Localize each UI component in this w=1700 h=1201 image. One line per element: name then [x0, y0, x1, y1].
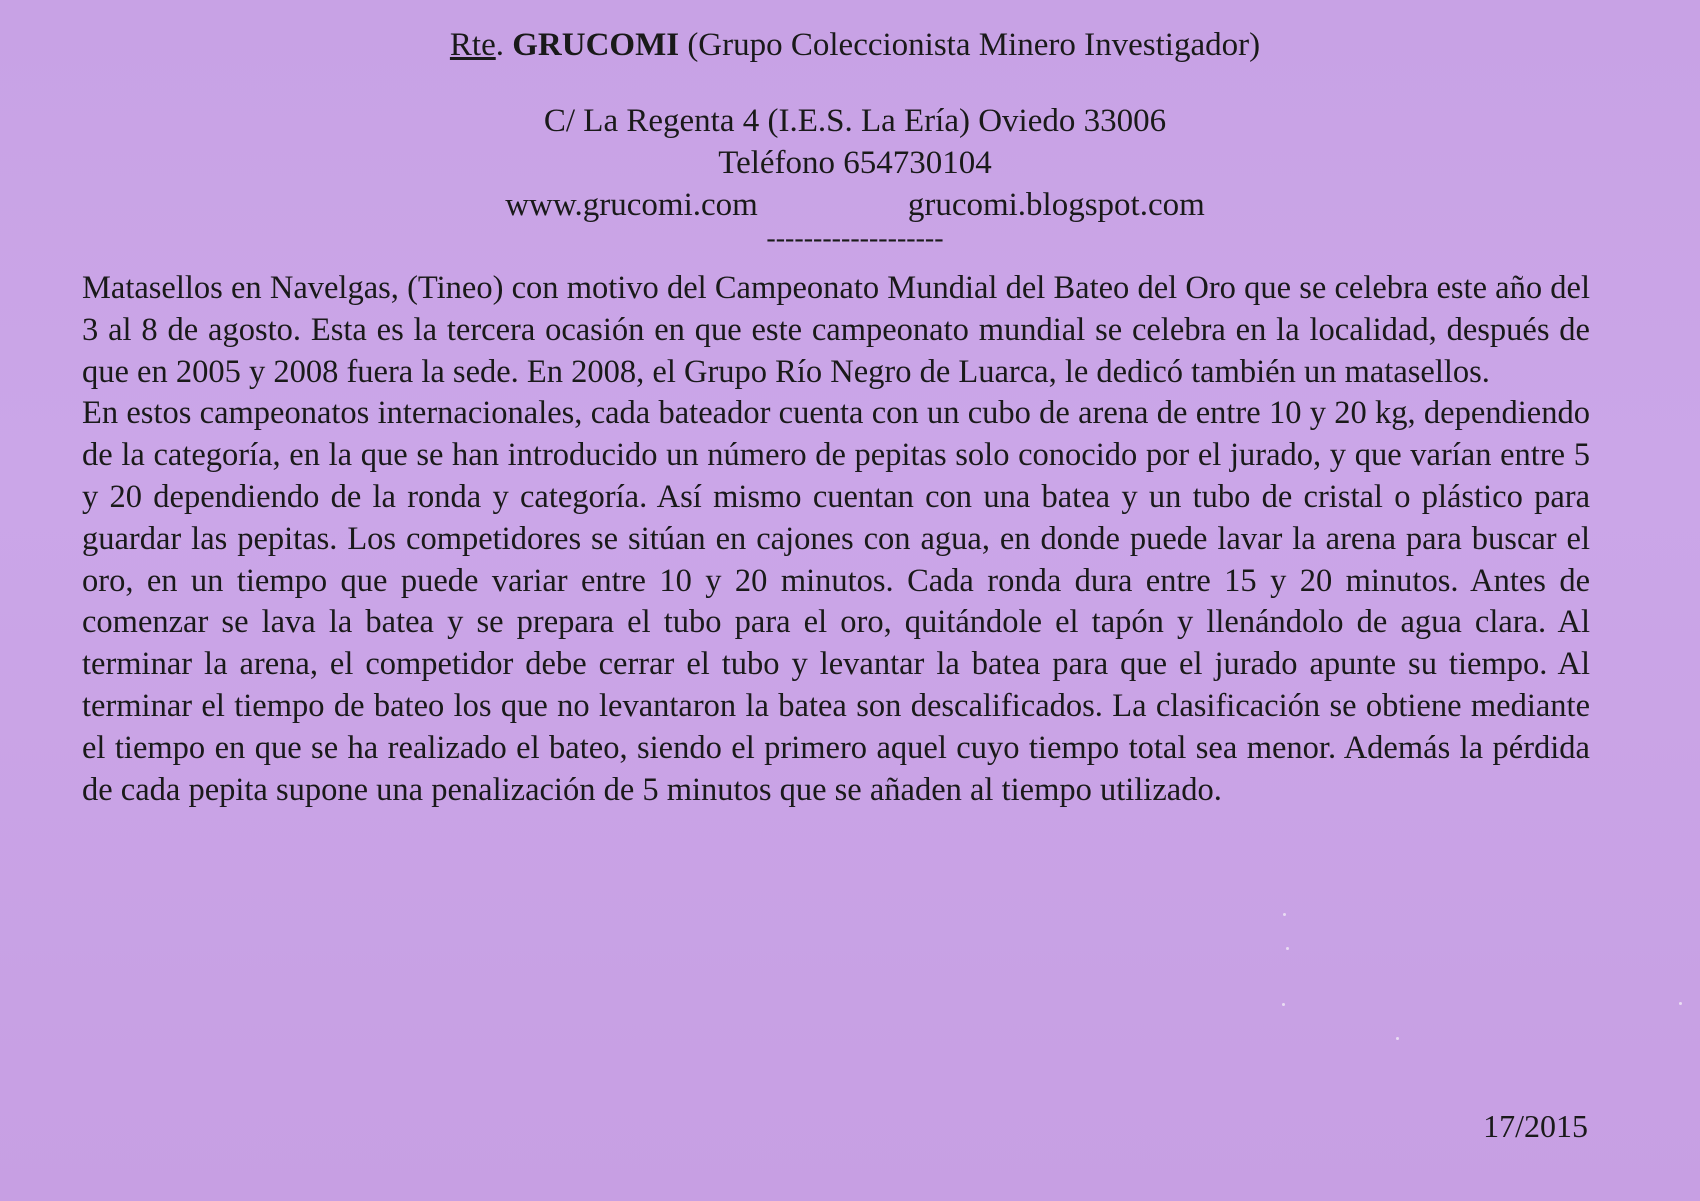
- rte-label: Rte: [449, 27, 496, 63]
- paper-speck: [1396, 1037, 1399, 1040]
- paper-speck: [1286, 947, 1289, 950]
- blog-link[interactable]: grucomi.blogspot.com: [907, 187, 1205, 223]
- paragraph-postmark-info: Matasellos en Navelgas, (Tineo) con motivo del Campeonato Mundial del Bateo del Oro que se celebra este año del 3 al 8 de agosto. Esta es la tercera ocasión en que este campeonato mundial se celebra en la localidad, después de que en 2005 y 2008 fuera la sede. En 2008, el Grupo Río Negro de Luarca, le dedicó también un matasellos.: [82, 270, 1590, 390]
- rte-dot: .: [495, 27, 513, 63]
- paper-speck: [1679, 1002, 1682, 1005]
- street-address: C/ La Regenta 4 (I.E.S. La Ería) Oviedo 33006: [543, 103, 1167, 139]
- organization-name: GRUCOMI: [512, 27, 680, 63]
- organization-full-name: (Grupo Coleccionista Minero Investigador): [679, 27, 1261, 63]
- website-link[interactable]: www.grucomi.com: [505, 187, 758, 223]
- paper-speck: [1283, 913, 1286, 916]
- card-number: 17/2015: [1483, 1108, 1588, 1144]
- sender-header: [0, 24, 1700, 66]
- phone-number: Teléfono 654730104: [718, 145, 992, 181]
- address-block: [0, 100, 1700, 226]
- web-links-row: [0, 184, 1700, 226]
- body-text: [82, 268, 1590, 811]
- paper-speck: [1282, 1003, 1285, 1006]
- paragraph-competition-rules: En estos campeonatos internacionales, cada bateador cuenta con un cubo de arena de entre 10 y 20 kg, dependiendo de la categoría, en la que se han introducido un número de pepitas solo conocido por el jurado, y que varían entre 5 y 20 dependiendo de la ronda y categoría. Así mismo cuentan con una batea y un tubo de cristal o plástico para guardar las pepitas. Los competidores se sitúan en cajones con agua, en donde puede lavar la arena para buscar el oro, en un tiempo que puede variar entre 10 y 20 minutos. Cada ronda dura entre 15 y 20 minutos. Antes de comenzar se lava la batea y se prepara el tubo para el oro, quitándole el tapón y llenándolo de agua clara. Al terminar la arena, el competidor debe cerrar el tubo y levantar la batea para que el jurado apunte su tiempo. Al terminar el tiempo de bateo los que no levantaron la batea son descalificados. La clasificación se obtiene mediante el tiempo en que se ha realizado el bateo, siendo el primero aquel cuyo tiempo total sea menor. Además la pérdida de cada pepita supone una penalización de 5 minutos que se añaden al tiempo utilizado.: [82, 395, 1590, 808]
- separator-line: -------------------: [766, 223, 944, 254]
- sender-line: [0, 24, 1700, 66]
